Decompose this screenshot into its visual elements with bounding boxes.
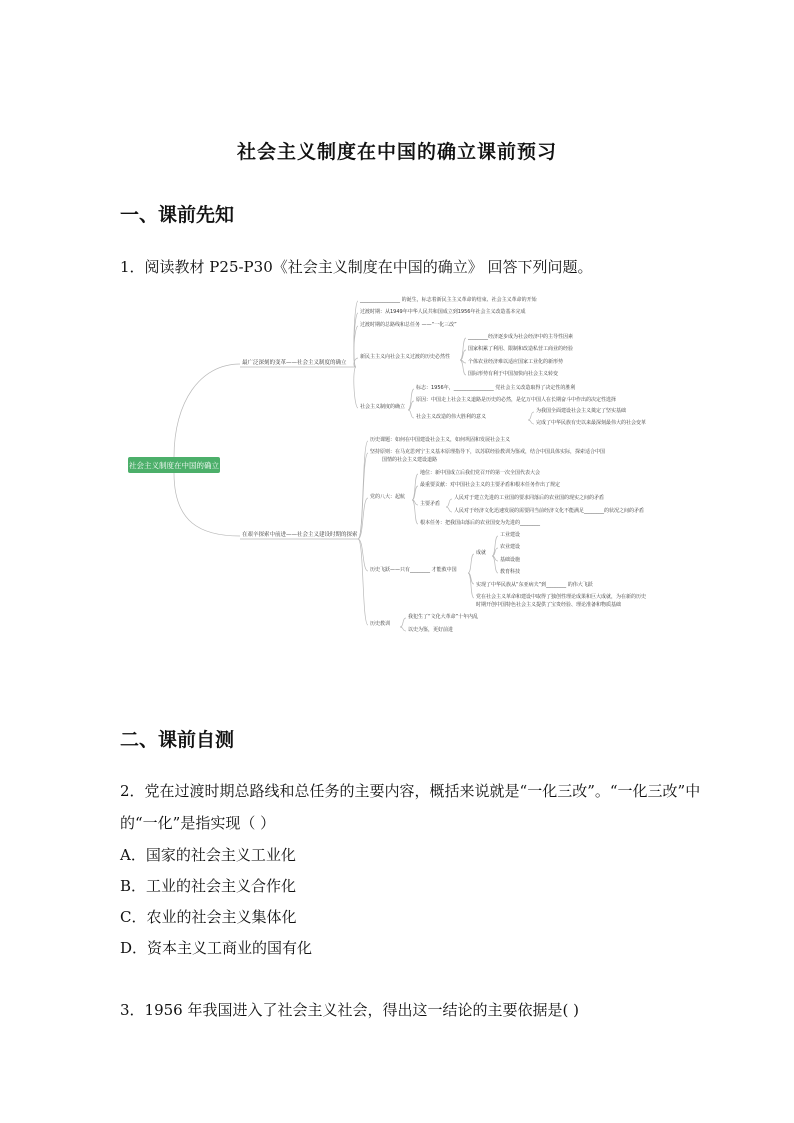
option-d: D．资本主义工商业的国有化 (120, 939, 313, 957)
b2-node-2b: 国情的社会主义建设道路 (382, 457, 438, 463)
b2-node-4c1: 党在社会主义革命和建设中取得了独创性理论成果和巨大成就，为在新的历史 (476, 594, 647, 600)
b2-node-3c: 主要矛盾 (420, 501, 441, 507)
b1-node-4a: ________经济逐步成为社会经济中的主导性因素 (468, 334, 574, 340)
b1-node-5a: 标志：1956年，________________ 党社会主义改造取得了决定性的胜利 (416, 385, 576, 391)
b1-node-4b: 国家积累了利用、限制和改造私营工商业的经验 (468, 346, 574, 352)
option-b: B．工业的社会主义合作化 (120, 877, 297, 895)
b2-node-4a4: 教育科技 (500, 569, 521, 575)
b2-node-3b: 最重要贡献：对中国社会主义的主要矛盾和根本任务作出了规定 (420, 482, 561, 488)
b1-node-4c: 个体农业经济难以适应国家工业化的新形势 (468, 359, 564, 365)
b1-node-4d: 国际形势有利于中国加快向社会主义转变 (468, 371, 559, 377)
b2-node-4c2: 时期开创中国特色社会主义提供了宝贵经验、理论准备和物质基础 (476, 602, 622, 608)
b2-node-4a2: 农业建设 (500, 544, 521, 550)
section-heading-preview: 一、课前先知 (120, 204, 235, 226)
b2-node-3c1: 人民对于建立先进的工业国的要求同落后的农业国的现实之间的矛盾 (454, 495, 605, 501)
b1-node-3: 过渡时期的总路线和总任务 ——“一化三改” (360, 322, 457, 328)
question-1: 1．阅读教材 P25-P30《社会主义制度在中国的确立》 回答下列问题。 (120, 258, 593, 276)
b2-node-2a: 坚持原则：在马克思列宁主义基本原理指导下，以苏联经验教训为鉴戒，结合中国具体实际，探索适合中国 (370, 449, 606, 455)
b1-node-5: 社会主义制度的确立 (360, 404, 406, 410)
b2-node-5: 历史教训 (370, 621, 391, 627)
b1-node-1: ________________ 的诞生，标志着新民主主义革命的结束、社会主义革命的开始 (360, 297, 537, 303)
b2-node-1: 历史课题：如何在中国建设社会主义，如何巩固和发展社会主义 (370, 437, 511, 443)
b2-node-3d: 根本任务：把我国由落后的农业国变为先进的________ (420, 520, 541, 526)
branch-1-label: 最广泛深刻的变革——社会主义制度的确立 (242, 360, 347, 366)
option-a: A．国家的社会主义工业化 (120, 846, 296, 864)
b1-node-4: 新民主主义向社会主义过渡的历史必然性 (360, 354, 451, 360)
b2-node-3a: 地位：新中国成立后我们党召开的第一次全国代表大会 (420, 470, 541, 476)
b2-node-4a1: 工业建设 (500, 532, 521, 538)
b2-node-4a3: 基础设施 (500, 557, 521, 563)
b1-node-5c2: 完成了中华民族有史以来最深刻最伟大的社会变革 (536, 420, 647, 426)
b1-node-2: 过渡时期：从1949年中华人民共和国成立到1956年社会主义改造基本完成 (360, 309, 526, 315)
b1-node-5b: 原因：中国走上社会主义道路是历史的必然，是亿万中国人在长期奋斗中作出的决定性选择 (416, 397, 617, 403)
option-c: C．农业的社会主义集体化 (120, 908, 297, 926)
mind-map (120, 292, 680, 642)
page-title: 社会主义制度在中国的确立课前预习 (236, 141, 557, 163)
b2-node-4: 历史飞跃——只有________ 才能救中国 (370, 567, 457, 573)
branch-2-label: 在艰辛探索中前进——社会主义建设时期的探索 (242, 532, 358, 538)
b2-node-3: 党的八大：起航 (370, 494, 406, 500)
b2-node-4a: 成就 (476, 550, 487, 556)
b2-node-5a: 我犯生了“文化大革命”十年内乱 (408, 614, 479, 620)
b2-node-5b: 以史为鉴，更好前进 (408, 627, 454, 633)
question-3: 3．1956 年我国进入了社会主义社会，得出这一结论的主要依据是( ) (120, 1001, 579, 1019)
question-2-line-1: 2．党在过渡时期总路线和总任务的主要内容，概括来说就是“一化三改”。“一化三改”中 (120, 782, 701, 800)
mind-map-root-label: 社会主义制度在中国的确立 (129, 461, 219, 470)
b1-node-5c1: 为我国全面建设社会主义奠定了坚实基础 (536, 408, 627, 414)
question-2-line-2: 的“一化”是指实现（ ） (120, 814, 276, 832)
b2-node-4b: 实现了中华民族从“东亚病夫”到________ 的伟大飞跃 (476, 582, 593, 588)
b1-node-5c: 社会主义改造的伟大胜利的意义 (416, 414, 487, 420)
b2-node-3c2: 人民对于经济文化迅速发展的需要同当前经济文化不能满足________的状况之间的矛盾 (454, 508, 645, 514)
section-heading-self-test: 二、课前自测 (120, 729, 235, 751)
